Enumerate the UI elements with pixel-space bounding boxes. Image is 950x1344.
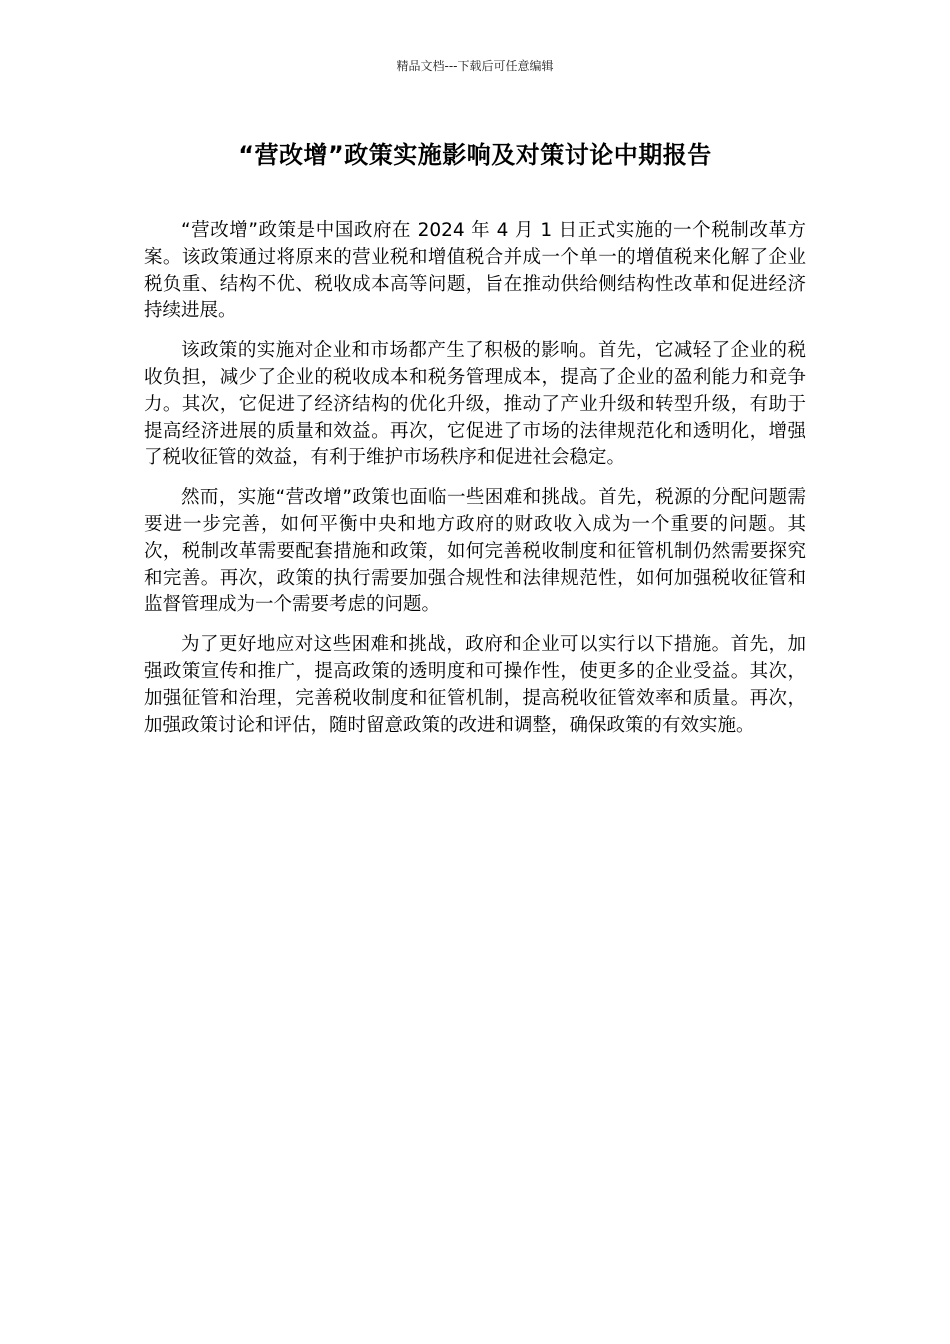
paragraph-impact: 该政策的实施对企业和市场都产生了积极的影响。首先，它减轻了企业的税收负担，减少了企业的税收成本和税务管理成本，提高了企业的盈利能力和竞争力。其次，它促进了经济结构的优化升级，推动了产业升级和转型升级，有助于提高经济进展的质量和效益。再次，它促进了市场的法律规范化和透明化，增强了税收征管的效益，有利于维护市场秩序和促进社会稳定。 (144, 340, 806, 469)
document-title: “营改增”政策实施影响及对策讨论中期报告 (238, 141, 712, 169)
document-body (144, 218, 806, 752)
header-note: 精品文档---下载后可任意编辑 (396, 59, 554, 73)
paragraph-intro: “营改增”政策是中国政府在 2024 年 4 月 1 日正式实施的一个税制改革方案。该政策通过将原来的营业税和增值税合并成一个单一的增值税来化解了企业税负重、结构不优、税收成本高等问题，旨在推动供给侧结构性改革和促进经济持续进展。 (144, 220, 806, 322)
paragraph-measures: 为了更好地应对这些困难和挑战，政府和企业可以实行以下措施。首先，加强政策宣传和推广，提高政策的透明度和可操作性，使更多的企业受益。其次，加强征管和治理，完善税收制度和征管机制，提高税收征管效率和质量。再次，加强政策讨论和评估，随时留意政策的改进和调整，确保政策的有效实施。 (144, 634, 806, 736)
paragraph-challenges: 然而，实施“营改增”政策也面临一些困难和挑战。首先，税源的分配问题需要进一步完善，如何平衡中央和地方政府的财政收入成为一个重要的问题。其次，税制改革需要配套措施和政策，如何完善税收制度和征管机制仍然需要探究和完善。再次，政策的执行需要加强合规性和法律规范性，如何加强税收征管和监督管理成为一个需要考虑的问题。 (144, 487, 806, 616)
